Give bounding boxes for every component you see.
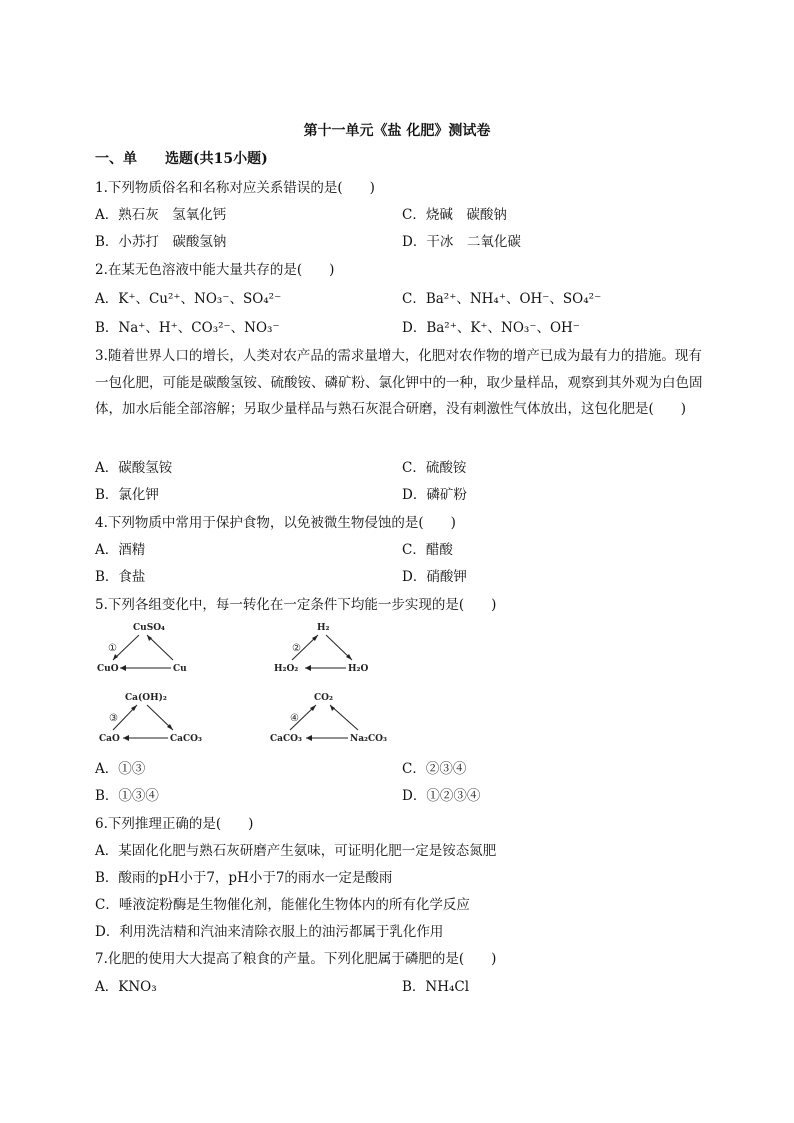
q7-stem: 7.化肥的使用大大提高了粮食的产量。下列化肥属于磷肥的是( ) (95, 951, 497, 967)
q7-option-a: A．KNO₃ (95, 979, 157, 995)
q2-option-a: A．K⁺、Cu²⁺、NO₃⁻、SO₄²⁻ (95, 291, 282, 307)
q5-stem: 5.下列各组变化中，每一转化在一定条件下均能一步实现的是( ) (95, 597, 497, 613)
q5-diagram-1-number: ① (108, 643, 117, 654)
q6-option-a: A．某固化化肥与熟石灰研磨产生氨味，可证明化肥一定是铵态氮肥 (95, 843, 497, 859)
q5-diagram-4-left: CaCO₃ (270, 734, 302, 744)
q3-option-b: B．氯化钾 (95, 487, 159, 503)
q5-diagram-4-right: Na₂CO₃ (350, 734, 387, 744)
q3-option-d: D．磷矿粉 (402, 487, 467, 503)
q5-option-c: C．②③④ (402, 761, 467, 777)
q5-diagram-4 (268, 688, 388, 748)
q5-diagram-3-right: CaCO₃ (170, 734, 202, 744)
q1-option-b: B．小苏打 碳酸氢钠 (95, 234, 227, 250)
q6-option-c: C．唾液淀粉酶是生物催化剂，能催化生物体内的所有化学反应 (95, 897, 470, 913)
q5-diagram-2 (272, 618, 382, 678)
q5-diagram-4-top: CO₂ (314, 693, 333, 703)
q5-diagram-1-arrowhead (113, 654, 118, 660)
q5-diagram-4-arrowhead (330, 705, 335, 711)
q4-option-c: C．醋酸 (402, 542, 453, 558)
q5-diagram-3-arrowhead (123, 735, 129, 741)
q5-diagram-1-right: Cu (173, 664, 187, 674)
q5-diagram-3-left: CaO (99, 734, 120, 744)
q5-diagram-3 (95, 688, 205, 748)
q5-diagram-2-arrowhead (305, 665, 311, 671)
q5-option-b: B．①③④ (95, 788, 159, 804)
q6-option-d: D．利用洗洁精和汽油来清除衣服上的油污都属于乳化作用 (95, 924, 444, 940)
q4-stem: 4.下列物质中常用于保护食物，以免被微生物侵蚀的是( ) (95, 515, 456, 531)
q2-option-d: D．Ba²⁺、K⁺、NO₃⁻、OH⁻ (402, 320, 580, 336)
q3-stem: 3.随着世界人口的增长，人类对农产品的需求量增大，化肥对农作物的增产已成为最有力的措施。现有一包化肥，可能是碳酸氢铵、硫酸铵、磷矿粉、氯化钾中的一种，取少量样品，观察到其外观为白色固体，加水后能全部溶解；另取少量样品与熟石灰混合研磨，没有刺激性气体放出，这包化肥是( ) (95, 348, 703, 417)
q5-option-a: A．①③ (95, 761, 146, 777)
q1-option-d: D．干冰 二氧化碳 (402, 234, 521, 250)
q5-diagram-1-top: CuSO₄ (133, 623, 165, 633)
q5-diagram-4-number: ④ (290, 713, 299, 724)
q5-diagram-1-left: CuO (97, 664, 119, 674)
q6-option-b: B．酸雨的pH小于7，pH小于7的雨水一定是酸雨 (95, 870, 393, 886)
q2-option-c: C．Ba²⁺、NH₄⁺、OH⁻、SO₄²⁻ (402, 291, 602, 307)
q2-option-b: B．Na⁺、H⁺、CO₃²⁻、NO₃⁻ (95, 320, 280, 336)
q5-diagram-1 (95, 618, 205, 678)
q2-stem: 2.在某无色溶液中能大量共存的是( ) (95, 262, 335, 278)
section-heading: 一、单 选题(共15小题) (95, 151, 268, 167)
q5-diagram-2-left: H₂O₂ (274, 664, 299, 674)
q5-diagram-2-number: ② (292, 643, 301, 654)
q5-option-d: D．①②③④ (402, 788, 481, 804)
q5-diagram-1-arrowhead (120, 665, 126, 671)
q5-diagram-4-arrowhead (306, 735, 312, 741)
q4-option-b: B．食盐 (95, 569, 146, 585)
q5-diagram-2-top: H₂ (317, 623, 330, 633)
q6-stem: 6.下列推理正确的是( ) (95, 816, 254, 832)
q7-option-b: B．NH₄Cl (402, 979, 470, 995)
q5-diagram-2-right: H₂O (348, 664, 369, 674)
q4-option-a: A．酒精 (95, 542, 146, 558)
q1-option-a: A．熟石灰 氢氧化钙 (95, 207, 227, 223)
q5-diagram-1-arrowhead (147, 635, 152, 641)
q5-diagram-3-number: ③ (109, 713, 118, 724)
q3-option-a: A．碳酸氢铵 (95, 460, 173, 476)
q3-option-c: C．硫酸铵 (402, 460, 467, 476)
page-title: 第十一单元《盐 化肥》测试卷 (303, 123, 491, 139)
q1-option-c: C．烧碱 碳酸钠 (402, 207, 507, 223)
q1-stem: 1.下列物质俗名和名称对应关系错误的是( ) (95, 180, 375, 196)
q5-diagram-3-top: Ca(OH)₂ (125, 693, 167, 703)
q4-option-d: D．硝酸钾 (402, 569, 467, 585)
